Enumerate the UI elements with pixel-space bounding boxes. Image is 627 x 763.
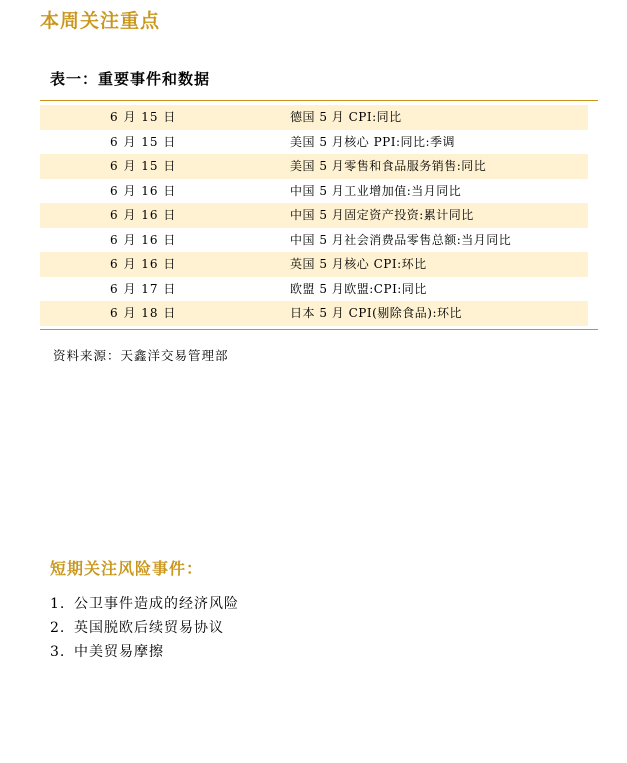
event-name: 中国 5 月工业增加值:当月同比 <box>290 183 462 198</box>
risk-heading: 短期关注风险事件： <box>50 559 204 578</box>
event-date: 6 月 16 日 <box>110 208 177 222</box>
list-item <box>50 640 239 664</box>
risk-text: 中美贸易摩擦 <box>74 644 164 660</box>
event-name: 中国 5 月固定资产投资:累计同比 <box>290 208 474 222</box>
risk-text: 公卫事件造成的经济风险 <box>74 596 239 612</box>
event-date: 6 月 15 日 <box>110 159 177 173</box>
event-name: 英国 5 月核心 CPI:环比 <box>290 257 427 271</box>
list-number: 2. <box>50 620 66 636</box>
event-date: 6 月 16 日 <box>110 257 177 271</box>
page-heading: 本周关注重点 <box>40 10 161 32</box>
table-row <box>40 228 588 253</box>
list-item <box>50 592 239 616</box>
risk-text: 英国脱欧后续贸易协议 <box>74 620 224 636</box>
table-row <box>40 179 588 204</box>
event-date: 6 月 18 日 <box>110 306 177 320</box>
list-number: 3. <box>50 644 66 660</box>
event-date: 6 月 15 日 <box>110 110 177 124</box>
event-date: 6 月 17 日 <box>110 281 177 296</box>
events-table <box>40 100 598 330</box>
risk-list <box>50 592 239 664</box>
event-date: 6 月 15 日 <box>110 134 177 149</box>
table-row <box>40 154 588 179</box>
event-date: 6 月 16 日 <box>110 232 177 247</box>
table-row <box>40 277 588 302</box>
event-name: 欧盟 5 月欧盟:CPI:同比 <box>290 281 427 296</box>
event-name: 日本 5 月 CPI(剔除食品):环比 <box>290 306 462 320</box>
data-source-note: 资料来源：天鑫洋交易管理部 <box>53 348 229 363</box>
event-date: 6 月 16 日 <box>110 183 177 198</box>
table-row <box>40 105 588 130</box>
table-row <box>40 130 588 155</box>
table-row <box>40 252 588 277</box>
list-item <box>50 616 239 640</box>
event-name: 德国 5 月 CPI:同比 <box>290 110 402 124</box>
event-name: 美国 5 月核心 PPI:同比:季调 <box>290 134 456 149</box>
event-name: 中国 5 月社会消费品零售总额:当月同比 <box>290 232 512 247</box>
list-number: 1. <box>50 596 66 612</box>
table-row <box>40 301 588 326</box>
table-title: 表一：重要事件和数据 <box>50 70 211 88</box>
table-row <box>40 203 588 228</box>
event-name: 美国 5 月零售和食品服务销售:同比 <box>290 159 487 173</box>
